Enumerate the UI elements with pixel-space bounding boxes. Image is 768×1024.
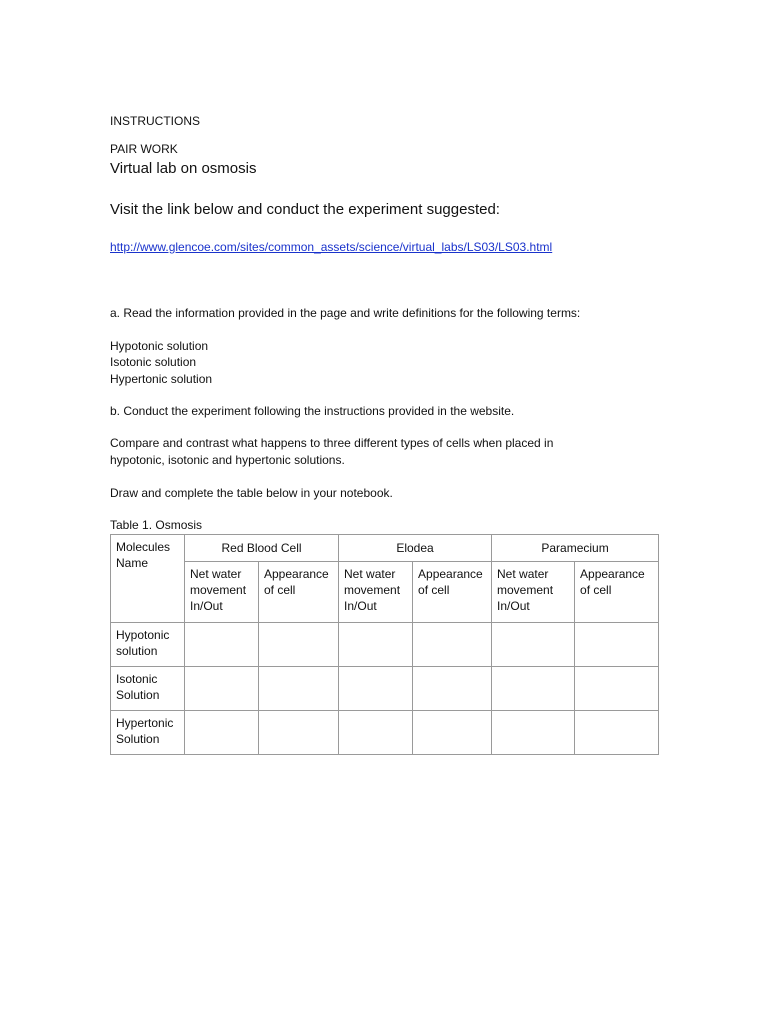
compare-text-line1: Compare and contrast what happens to three different types of cells when placed in: [110, 436, 554, 450]
table-row: [111, 623, 659, 667]
osmosis-table: [110, 534, 659, 755]
empty-cell: [339, 667, 413, 711]
virtual-lab-link[interactable]: http://www.glencoe.com/sites/common_assets/science/virtual_labs/LS03/LS03.html: [110, 240, 553, 254]
empty-cell: [575, 711, 659, 755]
part-b-text: b. Conduct the experiment following the instructions provided in the website.: [110, 404, 515, 418]
empty-cell: [185, 623, 259, 667]
table-caption: Table 1. Osmosis: [110, 518, 203, 532]
empty-cell: [259, 711, 339, 755]
empty-cell: [259, 667, 339, 711]
sub-header-appearance: Appearance of cell: [413, 562, 492, 623]
sub-header-net-water-movement: Net water movement In/Out: [185, 562, 259, 623]
sub-header-appearance: Appearance of cell: [259, 562, 339, 623]
sub-header-net-water-movement: Net water movement In/Out: [492, 562, 575, 623]
empty-cell: [492, 623, 575, 667]
row-header-isotonic: Isotonic Solution: [111, 667, 185, 711]
group-header-red-blood-cell: Red Blood Cell: [185, 535, 339, 562]
empty-cell: [413, 711, 492, 755]
term-hypertonic: Hypertonic solution: [110, 372, 213, 386]
empty-cell: [413, 623, 492, 667]
empty-cell: [339, 623, 413, 667]
draw-instruction: Draw and complete the table below in your notebook.: [110, 486, 393, 500]
row-header-hypotonic: Hypotonic solution: [111, 623, 185, 667]
corner-header-cell: Molecules Name: [111, 535, 185, 623]
term-hypotonic: Hypotonic solution: [110, 339, 209, 353]
empty-cell: [185, 667, 259, 711]
row-header-hypertonic: Hypertonic Solution: [111, 711, 185, 755]
table-row: [111, 711, 659, 755]
sub-header-appearance: Appearance of cell: [575, 562, 659, 623]
page-title: Virtual lab on osmosis: [110, 160, 257, 177]
group-header-elodea: Elodea: [339, 535, 492, 562]
empty-cell: [575, 623, 659, 667]
empty-cell: [492, 711, 575, 755]
table-row: [111, 667, 659, 711]
sub-header-net-water-movement: Net water movement In/Out: [339, 562, 413, 623]
empty-cell: [259, 623, 339, 667]
empty-cell: [413, 667, 492, 711]
pair-work-label: PAIR WORK: [110, 142, 178, 156]
term-isotonic: Isotonic solution: [110, 355, 197, 369]
visit-instruction: Visit the link below and conduct the experiment suggested:: [110, 201, 500, 218]
compare-text-line2: hypotonic, isotonic and hypertonic solutions.: [110, 453, 345, 467]
empty-cell: [339, 711, 413, 755]
empty-cell: [185, 711, 259, 755]
table-group-header-row: [111, 535, 659, 562]
empty-cell: [575, 667, 659, 711]
empty-cell: [492, 667, 575, 711]
part-a-text: a. Read the information provided in the page and write definitions for the following terms:: [110, 306, 581, 320]
instructions-label: INSTRUCTIONS: [110, 114, 200, 128]
table-sub-header-row: [111, 562, 659, 623]
group-header-paramecium: Paramecium: [492, 535, 659, 562]
